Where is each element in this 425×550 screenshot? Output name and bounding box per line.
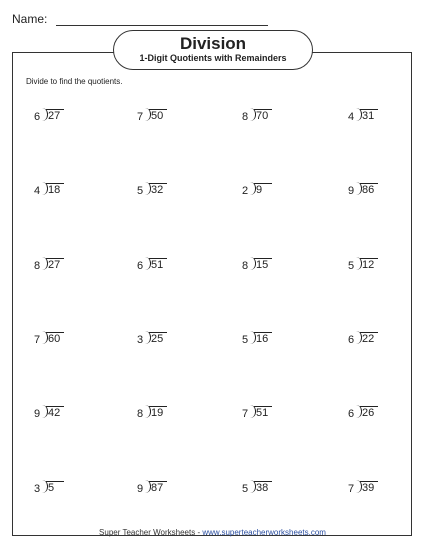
- division-problem: [338, 480, 398, 500]
- division-problem: [24, 108, 84, 128]
- footer-url[interactable]: www.superteacherworksheets.com: [202, 528, 326, 537]
- division-problem: [338, 331, 398, 351]
- dividend: 26: [360, 406, 378, 420]
- divisor: 7: [348, 483, 355, 495]
- footer-brand: Super Teacher Worksheets: [99, 528, 196, 537]
- page-subtitle: 1-Digit Quotients with Remainders: [139, 53, 287, 63]
- divisor: 7: [242, 408, 249, 420]
- division-problem: [24, 331, 84, 351]
- dividend: 50: [149, 109, 167, 123]
- dividend: 27: [46, 109, 64, 123]
- dividend: 32: [149, 183, 167, 197]
- divisor: 4: [348, 111, 355, 123]
- divisor: 3: [34, 483, 41, 495]
- footer-separator: -: [195, 528, 203, 537]
- divisor: 9: [34, 408, 41, 420]
- dividend: 51: [254, 406, 272, 420]
- division-problem: [338, 108, 398, 128]
- divisor: 9: [137, 483, 144, 495]
- divisor: 2: [242, 185, 249, 197]
- divisor: 5: [137, 185, 144, 197]
- dividend: 5: [46, 481, 64, 495]
- division-problem: [232, 331, 292, 351]
- dividend: 15: [254, 258, 272, 272]
- divisor: 5: [242, 483, 249, 495]
- dividend: 86: [360, 183, 378, 197]
- title-box: [113, 30, 313, 70]
- divisor: 5: [348, 260, 355, 272]
- dividend: 31: [360, 109, 378, 123]
- dividend: 87: [149, 481, 167, 495]
- dividend: 12: [360, 258, 378, 272]
- divisor: 7: [137, 111, 144, 123]
- divisor: 6: [348, 408, 355, 420]
- dividend: 27: [46, 258, 64, 272]
- dividend: 25: [149, 332, 167, 346]
- dividend: 60: [46, 332, 64, 346]
- dividend: 9: [254, 183, 272, 197]
- division-problem: [24, 257, 84, 277]
- divisor: 8: [242, 260, 249, 272]
- dividend: 42: [46, 406, 64, 420]
- division-problem: [127, 108, 187, 128]
- divisor: 4: [34, 185, 41, 197]
- division-problem: [232, 257, 292, 277]
- name-line: [56, 25, 268, 26]
- dividend: 39: [360, 481, 378, 495]
- division-problem: [232, 405, 292, 425]
- divisor: 5: [242, 334, 249, 346]
- division-problem: [24, 182, 84, 202]
- divisor: 9: [348, 185, 355, 197]
- division-problem: [127, 405, 187, 425]
- footer: [0, 528, 425, 537]
- name-label: Name:: [12, 12, 48, 26]
- divisor: 6: [34, 111, 41, 123]
- division-problem: [232, 480, 292, 500]
- divisor: 6: [348, 334, 355, 346]
- division-problem: [127, 331, 187, 351]
- divisor: 8: [242, 111, 249, 123]
- division-problem: [127, 480, 187, 500]
- divisor: 8: [137, 408, 144, 420]
- name-row: [12, 12, 47, 26]
- divisor: 8: [34, 260, 41, 272]
- directions: Divide to find the quotients.: [26, 77, 123, 86]
- divisor: 6: [137, 260, 144, 272]
- divisor: 7: [34, 334, 41, 346]
- division-problem: [338, 182, 398, 202]
- dividend: 19: [149, 406, 167, 420]
- division-problem: [232, 182, 292, 202]
- dividend: 70: [254, 109, 272, 123]
- division-problem: [232, 108, 292, 128]
- divisor: 3: [137, 334, 144, 346]
- division-problem: [338, 257, 398, 277]
- division-problem: [24, 480, 84, 500]
- dividend: 38: [254, 481, 272, 495]
- dividend: 18: [46, 183, 64, 197]
- division-problem: [24, 405, 84, 425]
- page-title: Division: [179, 34, 247, 53]
- division-problem: [127, 257, 187, 277]
- dividend: 16: [254, 332, 272, 346]
- division-problem: [127, 182, 187, 202]
- dividend: 51: [149, 258, 167, 272]
- division-problem: [338, 405, 398, 425]
- dividend: 22: [360, 332, 378, 346]
